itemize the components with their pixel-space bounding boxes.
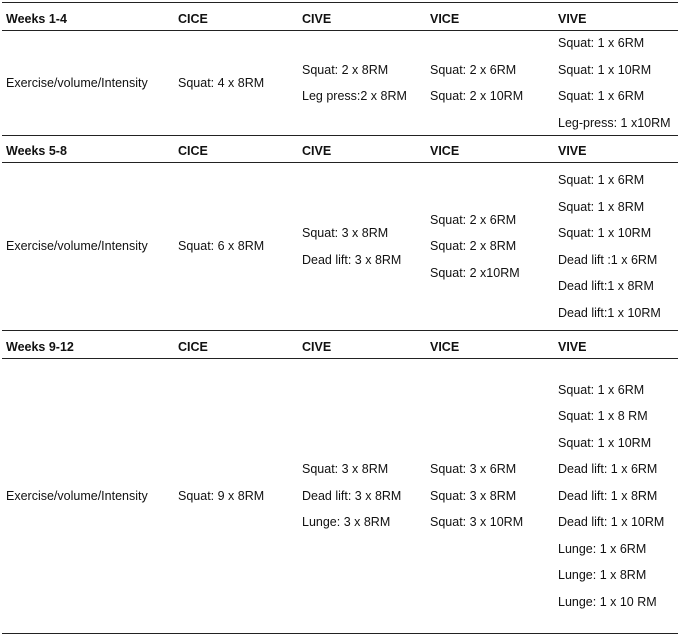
header-row-weeks-5-8 xyxy=(2,136,678,163)
body-row-weeks-1-4 xyxy=(2,31,678,136)
cive-cell xyxy=(302,163,428,330)
cive-cell xyxy=(302,31,428,135)
vive-item: Dead lift: 1 x 10RM xyxy=(558,515,665,530)
header-period: Weeks 1-4 xyxy=(6,12,67,26)
vive-item: Squat: 1 x 8RM xyxy=(558,199,645,214)
vive-item: Squat: 1 x 10RM xyxy=(558,62,652,77)
vive-item: Squat: 1 x 6RM xyxy=(558,89,645,103)
vive-item: Squat: 1 x 6RM xyxy=(558,36,645,50)
vive-item: Leg-press: 1 x10RM xyxy=(558,115,671,130)
header-vice: VICE xyxy=(430,144,460,158)
vice-item: Squat: 3 x 10RM xyxy=(430,515,524,530)
vive-item: Dead lift: 1 x 8RM xyxy=(558,488,658,503)
vive-item: Squat: 1 x 6RM xyxy=(558,173,645,187)
header-vice: VICE xyxy=(430,12,460,26)
vice-item: Squat: 3 x 6RM xyxy=(430,462,517,477)
vice-item: Squat: 3 x 8RM xyxy=(430,488,517,503)
vive-item: Lunge: 1 x 10 RM xyxy=(558,594,657,609)
header-period: Weeks 9-12 xyxy=(6,340,74,354)
cive-item: Squat: 3 x 8RM xyxy=(302,226,389,240)
vive-item: Dead lift: 1 x 6RM xyxy=(558,462,658,477)
cive-item: Squat: 2 x 8RM xyxy=(302,62,389,77)
vice-item: Squat: 2 x10RM xyxy=(430,265,520,280)
cive-item: Squat: 3 x 8RM xyxy=(302,462,389,477)
body-row-weeks-5-8 xyxy=(2,163,678,331)
header-period: Weeks 5-8 xyxy=(6,144,67,158)
cive-item: Leg press:2 x 8RM xyxy=(302,89,407,103)
body-row-weeks-9-12 xyxy=(2,359,678,634)
vive-item: Lunge: 1 x 8RM xyxy=(558,568,647,583)
header-vive: VIVE xyxy=(558,144,587,158)
vive-item: Squat: 1 x 6RM xyxy=(558,382,645,397)
vice-item: Squat: 2 x 6RM xyxy=(430,212,517,227)
vice-item: Squat: 2 x 10RM xyxy=(430,89,524,103)
row-label-text: Exercise/volume/Intensity xyxy=(6,239,148,254)
header-cive: CIVE xyxy=(302,340,332,354)
header-cice: CICE xyxy=(178,12,208,26)
header-cive: CIVE xyxy=(302,144,332,158)
vice-cell xyxy=(430,31,556,135)
vive-item: Squat: 1 x 10RM xyxy=(558,435,652,450)
cice-cell xyxy=(178,163,298,330)
cice-cell xyxy=(178,31,298,135)
vive-item: Lunge: 1 x 6RM xyxy=(558,541,647,556)
header-vice: VICE xyxy=(430,340,460,354)
header-vive: VIVE xyxy=(558,12,587,26)
header-row-weeks-1-4 xyxy=(2,3,678,31)
vive-item: Dead lift :1 x 6RM xyxy=(558,252,658,267)
cive-item: Lunge: 3 x 8RM xyxy=(302,515,391,530)
cice-cell xyxy=(178,359,298,633)
cice-item: Squat: 4 x 8RM xyxy=(178,75,265,90)
vive-item: Dead lift:1 x 8RM xyxy=(558,279,654,293)
vice-item: Squat: 2 x 8RM xyxy=(430,239,517,254)
vive-item: Squat: 1 x 8 RM xyxy=(558,409,648,424)
row-label xyxy=(6,359,176,633)
header-cive: CIVE xyxy=(302,12,332,26)
cive-item: Dead lift: 3 x 8RM xyxy=(302,488,402,503)
vice-cell xyxy=(430,163,556,330)
row-label-text: Exercise/volume/Intensity xyxy=(6,75,148,90)
vive-cell xyxy=(558,163,682,330)
vive-cell xyxy=(558,31,682,135)
cive-item: Dead lift: 3 x 8RM xyxy=(302,252,402,267)
vice-cell xyxy=(430,359,556,633)
header-cice: CICE xyxy=(178,144,208,158)
row-label xyxy=(6,31,176,135)
cice-item: Squat: 9 x 8RM xyxy=(178,488,265,503)
header-row-weeks-9-12 xyxy=(2,331,678,359)
header-cice: CICE xyxy=(178,340,208,354)
cice-item: Squat: 6 x 8RM xyxy=(178,239,265,254)
row-label-text: Exercise/volume/Intensity xyxy=(6,488,148,503)
vice-item: Squat: 2 x 6RM xyxy=(430,62,517,77)
row-label xyxy=(6,163,176,330)
vive-cell xyxy=(558,359,682,633)
vive-item: Dead lift:1 x 10RM xyxy=(558,305,661,320)
header-vive: VIVE xyxy=(558,340,587,354)
vive-item: Squat: 1 x 10RM xyxy=(558,226,652,240)
cive-cell xyxy=(302,359,428,633)
